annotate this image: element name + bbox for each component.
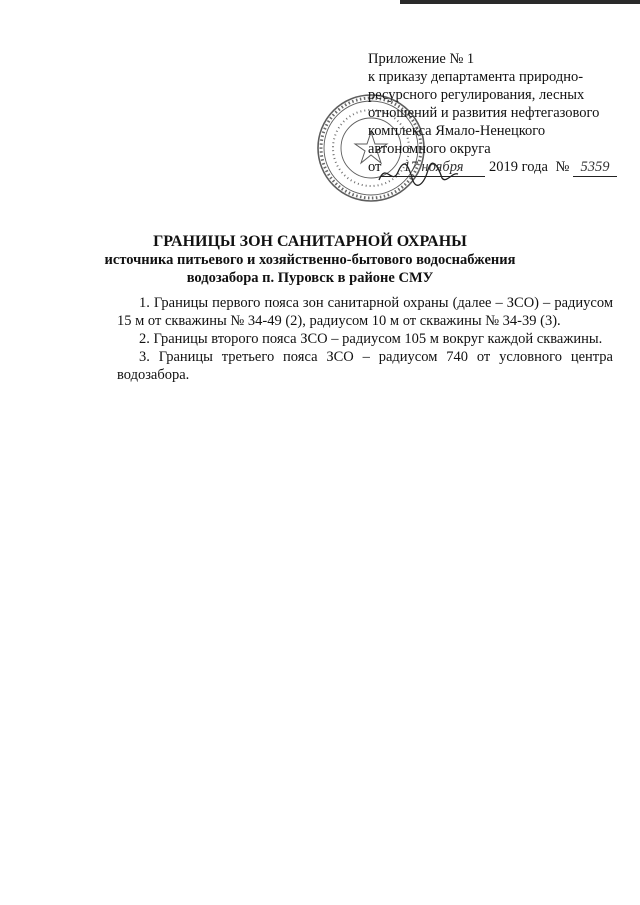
appendix-line-5: автономного округа [368, 141, 491, 157]
appendix-line-3: отношений и развития нефтегазового [368, 105, 600, 121]
paragraph-2: 2. Границы второго пояса ЗСО – радиусом 105 м вокруг каждой скважины. [139, 331, 603, 347]
scan-edge-mark [400, 0, 640, 4]
appendix-header [368, 50, 618, 177]
document-subtitle-2: водозабора п. Пуровск в районе СМУ [186, 270, 434, 286]
appendix-title: Приложение № 1 [368, 51, 475, 67]
appendix-line-2: ресурсного регулирования, лесных [368, 87, 585, 103]
paragraph-3: 3. Границы третьего пояса ЗСО – радиусом 740 от условного центра водозабора. [117, 349, 613, 383]
document-body [117, 294, 613, 384]
year-text: 2019 года [489, 159, 548, 175]
document-title-block [100, 232, 520, 287]
number-sign: № [555, 159, 570, 175]
handwritten-date: 17 ноября [381, 158, 485, 177]
date-prefix: от [368, 159, 382, 175]
document-subtitle-1: источника питьевого и хозяйственно-бытового водоснабжения [104, 252, 516, 268]
appendix-line-4: комплекса Ямало-Ненецкого [368, 123, 546, 139]
signature-icon [376, 160, 461, 188]
appendix-line-1: к приказу департамента природно- [368, 69, 584, 85]
document-title: ГРАНИЦЫ ЗОН САНИТАРНОЙ ОХРАНЫ [153, 233, 467, 250]
paragraph-1: 1. Границы первого пояса зон санитарной охраны (далее – ЗСО) – радиусом 15 м от скважины № 34-49 (2), радиусом 10 м от скважины № 34-39 (3). [117, 295, 613, 329]
handwritten-number: 5359 [573, 158, 617, 177]
